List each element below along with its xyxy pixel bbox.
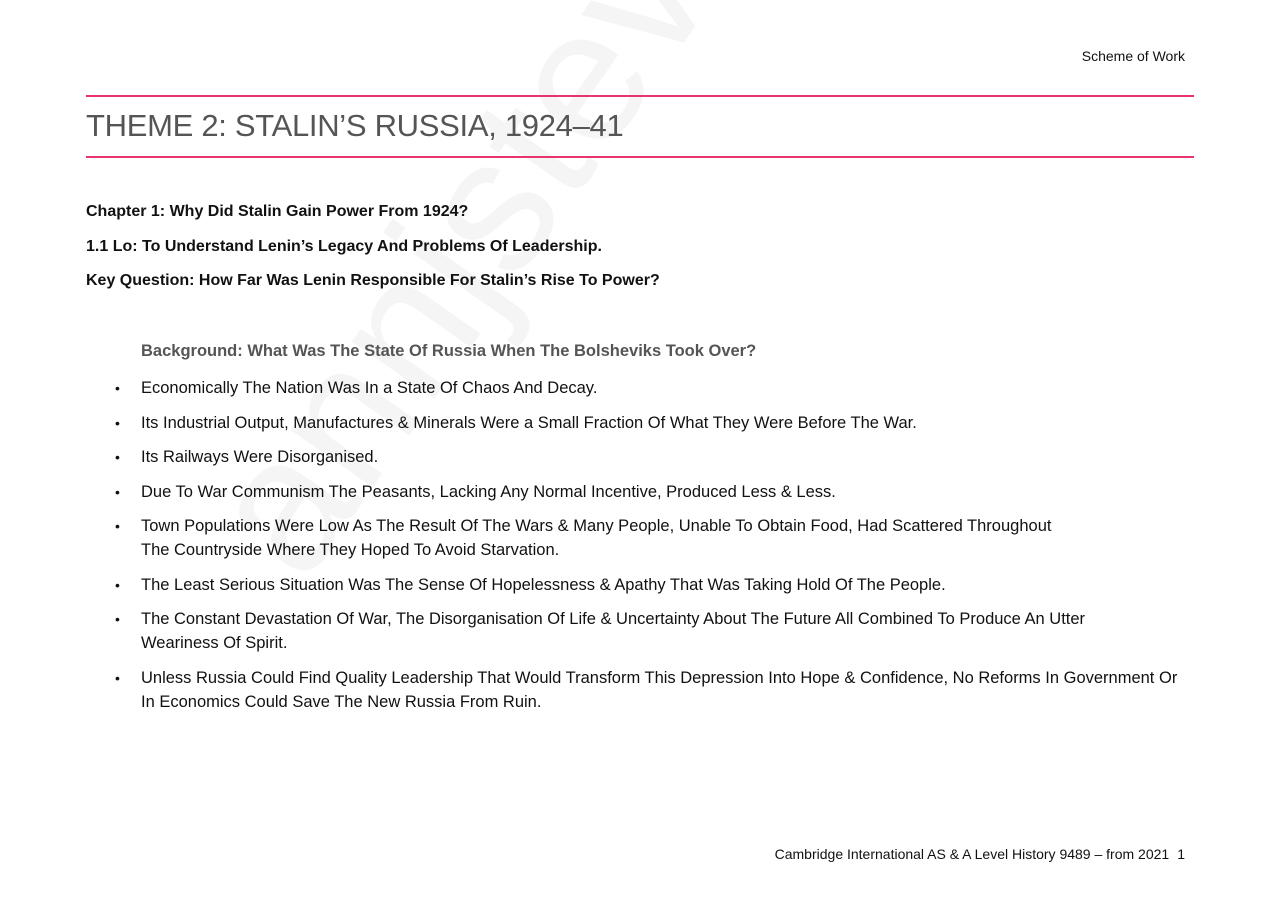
bullet-icon: •: [115, 483, 120, 500]
bullet-icon: •: [115, 669, 120, 686]
list-item: [112, 376, 1192, 400]
list-item-text: The Least Serious Situation Was The Sense Of Hopelessness & Apathy That Was Taking Hold Of The People.: [141, 575, 946, 594]
bullet-icon: •: [115, 380, 120, 396]
list-item-text: Its Railways Were Disorganised.: [141, 448, 379, 466]
background-question: Background: What Was The State Of Russia When The Bolsheviks Took Over?: [141, 342, 757, 360]
title-rule-top: [86, 95, 1194, 97]
key-question-heading: Key Question: How Far Was Lenin Responsible For Stalin’s Rise To Power?: [86, 272, 660, 289]
list-item: [112, 445, 1192, 469]
bullet-icon: •: [115, 414, 120, 431]
bullet-icon: •: [115, 449, 120, 465]
list-item: [112, 607, 1192, 655]
bullet-icon: •: [115, 518, 120, 534]
document-type-label: Scheme of Work: [1081, 48, 1185, 64]
bullet-icon: •: [115, 576, 120, 593]
footer-text: Cambridge International AS & A Level History 9489 – from 2021: [774, 846, 1170, 862]
list-item-text: Unless Russia Could Find Quality Leadership That Would Transform This Depression Into Hope & Confidence, No Reforms In Government Or In Economics Could Save The New Russia From Ruin.: [141, 668, 1178, 711]
list-item-text: Town Populations Were Low As The Result Of The Wars & Many People, Unable To Obtain Food, Had Scattered Throughout The Countryside Where They Hoped To Avoid Starvation.: [141, 517, 1052, 559]
learning-objective-heading: 1.1 Lo: To Understand Lenin’s Legacy And Problems Of Leadership.: [86, 238, 602, 255]
list-item-text: The Constant Devastation Of War, The Disorganisation Of Life & Uncertainty About The Future All Combined To Produce An Utter Weariness Of Spirit.: [141, 610, 1086, 652]
page-number: 1: [1177, 846, 1185, 862]
list-item: [112, 573, 1192, 597]
theme-title: THEME 2: STALIN’S RUSSIA, 1924–41: [86, 108, 624, 143]
list-item: [112, 514, 1192, 562]
bullet-icon: •: [115, 611, 120, 627]
list-item-text: Due To War Communism The Peasants, Lacking Any Normal Incentive, Produced Less & Less.: [141, 482, 836, 501]
list-item: [112, 411, 1192, 435]
list-item-text: Economically The Nation Was In a State Of Chaos And Decay.: [141, 379, 598, 397]
background-points-list: [112, 376, 1192, 724]
list-item: [112, 666, 1192, 714]
page-footer: [775, 846, 1185, 862]
list-item: [112, 480, 1192, 504]
list-item-text: Its Industrial Output, Manufactures & Minerals Were a Small Fraction Of What They Were Before The War.: [141, 413, 917, 432]
title-rule-bottom: [86, 156, 1194, 158]
chapter-heading: Chapter 1: Why Did Stalin Gain Power From 1924?: [86, 203, 469, 220]
